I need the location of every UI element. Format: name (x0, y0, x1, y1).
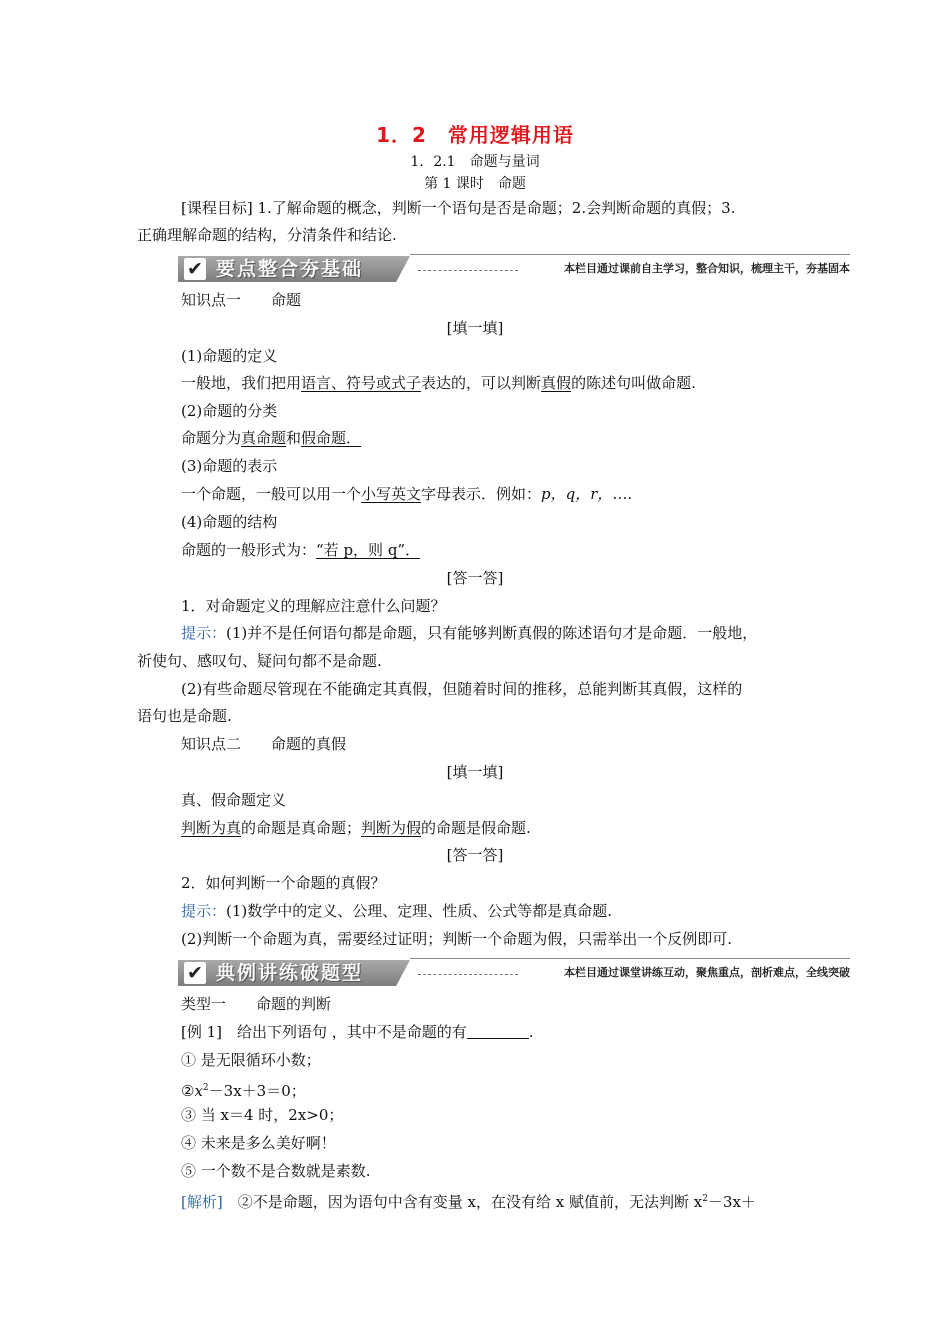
banner-title: 典例讲练破题型 (216, 962, 364, 984)
checkmark-icon: ✔ (184, 258, 206, 280)
text: (1)数学中的定义、公理、定理、性质、公式等都是真命题. (226, 902, 613, 920)
banner-dash (418, 974, 518, 975)
text: ②不是命题，因为语句中含有变量 x，在没有给 x 赋值前，无法判断 x (222, 1193, 703, 1211)
statement-4: ④ 未来是多么美好啊！ (181, 1134, 336, 1152)
kp2-def-text (181, 818, 531, 838)
kp1-def-heading: (1)命题的定义 (181, 347, 278, 365)
statement-3: ③ 当 x＝4 时，2x>0； (181, 1106, 344, 1124)
banner-dash (418, 270, 518, 271)
answer-underline: 假命题． (301, 429, 362, 447)
analysis-label: [解析] (181, 1193, 223, 1211)
hint-2b: 语句也是命题. (137, 707, 232, 725)
kp1-class-text (181, 428, 361, 448)
text: 命题分为 (181, 429, 242, 447)
kp1-repr-text (181, 484, 632, 504)
example-1 (181, 1022, 534, 1042)
course-goals-line1: [课程目标] 1.了解命题的概念，判断一个语句是否是命题；2.会判断命题的真假；3. (181, 199, 736, 217)
text: 表达的，可以判断 (421, 374, 542, 392)
text: 的命题是真命题； (241, 819, 362, 837)
kp2-answer-label: [答一答] (446, 846, 504, 864)
kp1-repr-heading: (3)命题的表示 (181, 457, 278, 475)
text: ② (181, 1082, 195, 1100)
answer-underline: “若 p，则 q”． (316, 541, 421, 559)
hint-1a (181, 623, 757, 643)
analysis (181, 1189, 756, 1212)
lesson-title: 第 1 课时 命题 (424, 176, 526, 192)
statement-2 (181, 1078, 306, 1101)
kp1-fill-label: [填一填] (446, 319, 504, 337)
answer-underline: 语言、符号或式子 (301, 374, 422, 392)
kp1-class-heading: (2)命题的分类 (181, 402, 278, 420)
text: －3x＋3＝0； (208, 1082, 306, 1100)
hint-label: 提示： (181, 624, 227, 642)
banner-title: 要点整合夯基础 (216, 258, 364, 280)
question-1: 1．对命题定义的理解应注意什么问题？ (181, 597, 446, 615)
hint-2a: (2)有些命题尽管现在不能确定其真假，但随着时间的推移，总能判断其真假，这样的 (181, 680, 743, 698)
kp2-fill-label: [填一填] (446, 763, 504, 781)
answer-underline: 判断为真 (181, 819, 242, 837)
kp1-struct-heading: (4)命题的结构 (181, 513, 278, 531)
hint-1b: 祈使句、感叹句、疑问句都不是命题. (137, 652, 382, 670)
exponent: 2 (202, 1083, 209, 1093)
text: 字母表示．例如： (421, 485, 542, 503)
text: 一个命题，一般可以用一个 (181, 485, 362, 503)
variable-list: p，q，r，…. (541, 485, 633, 503)
kp1-struct-text (181, 540, 420, 560)
banner-rule (410, 254, 850, 255)
statement-1: ① 是无限循环小数； (181, 1051, 321, 1069)
text: . (528, 1023, 534, 1041)
kp1-heading: 知识点一 命题 (181, 291, 302, 309)
section-banner-basics (178, 254, 850, 284)
variable: x (194, 1082, 203, 1100)
hint-label: 提示： (181, 902, 227, 920)
text: [例 1] 给出下列语句 ，其中不是命题的有 (181, 1023, 467, 1041)
banner-rule (410, 958, 850, 959)
kp2-def-heading: 真、假命题定义 (181, 791, 287, 809)
section-subtitle: 1．2.1 命题与量词 (410, 154, 540, 170)
banner-note: 本栏目通过课前自主学习，整合知识，梳理主干，夯基固本 (564, 262, 850, 275)
text: 和 (286, 429, 302, 447)
exponent: 2 (702, 1194, 708, 1204)
type1-heading: 类型一 命题的判断 (181, 995, 332, 1013)
answer-blank (467, 1024, 529, 1039)
text: (1)并不是任何语句都是命题，只有能够判断真假的陈述语句才是命题．一般地， (226, 624, 758, 642)
hint-4: (2)判断一个命题为真，需要经过证明；判断一个命题为假，只需举出一个反例即可. (181, 930, 733, 948)
section-banner-examples (178, 958, 850, 988)
text: 的命题是假命题. (421, 819, 531, 837)
answer-underline: 小写英文 (361, 485, 422, 503)
checkmark-icon: ✔ (184, 962, 206, 984)
hint-3 (181, 901, 612, 921)
statement-5: ⑤ 一个数不是合数就是素数. (181, 1162, 371, 1180)
course-goals-line2: 正确理解命题的结构，分清条件和结论. (137, 226, 397, 244)
answer-underline: 真命题 (241, 429, 287, 447)
text: 一般地，我们把用 (181, 374, 302, 392)
kp1-def-text (181, 373, 696, 393)
text: 命题的一般形式为： (181, 541, 317, 559)
question-2: 2．如何判断一个命题的真假？ (181, 874, 386, 892)
chapter-title: 1．2 常用逻辑用语 (376, 123, 574, 147)
answer-underline: 判断为假 (361, 819, 422, 837)
text: －3x＋ (707, 1193, 756, 1211)
text: 的陈述句叫做命题. (571, 374, 696, 392)
banner-note: 本栏目通过课堂讲练互动，聚焦重点，剖析难点，全线突破 (564, 966, 850, 979)
kp2-heading: 知识点二 命题的真假 (181, 735, 347, 753)
kp1-answer-label: [答一答] (446, 569, 504, 587)
answer-underline: 真假 (541, 374, 572, 392)
